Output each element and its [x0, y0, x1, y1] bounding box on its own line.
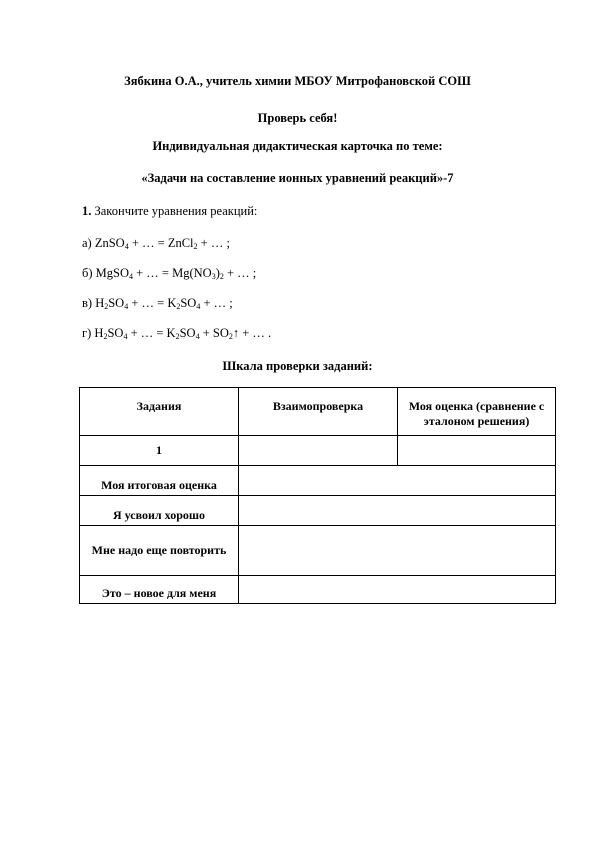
formula-part: SO [179, 326, 196, 340]
formula-part: + … ; [223, 266, 257, 280]
column-header-peer-review: Взаимопроверка [239, 388, 398, 436]
column-header-my-grade: Моя оценка (сравнение с эталоном решения) [398, 388, 556, 436]
subscript: 4 [195, 332, 200, 341]
equation-b [82, 266, 256, 280]
subscript: 4 [196, 302, 201, 311]
formula-part: SO [108, 296, 125, 310]
formula-part: + SO [199, 326, 229, 340]
formula-part: + … = ZnCl [128, 236, 194, 250]
my-grade-cell[interactable] [398, 436, 556, 466]
topic-title: «Задачи на составление ионных уравнений реакций»-7 [141, 171, 454, 185]
formula-part: MgSO [95, 266, 129, 280]
equation-letter: б) [82, 266, 93, 280]
subscript: 2 [175, 332, 180, 341]
peer-review-cell[interactable] [239, 436, 398, 466]
subscript: 2 [176, 302, 181, 311]
subscript: 2 [219, 272, 224, 281]
subscript: 2 [228, 332, 233, 341]
equation-letter: г) [82, 326, 92, 340]
formula-part: ) [215, 266, 220, 280]
table-row-final-grade [80, 466, 556, 496]
row-label-final-grade: Моя итоговая оценка [80, 466, 239, 496]
card-title: Индивидуальная дидактическая карточка по теме: [152, 139, 443, 153]
formula-part: SO [107, 326, 124, 340]
formula-part: H [95, 296, 105, 310]
equation-d [82, 326, 271, 340]
formula-part: SO [180, 296, 197, 310]
author-line: Зябкина О.А., учитель химии МБОУ Митрофановской СОШ [124, 74, 471, 88]
equation-c [82, 296, 233, 310]
need-repeat-cell[interactable] [239, 526, 556, 576]
subscript: 3 [211, 272, 216, 281]
formula-part: + … ; [200, 296, 233, 310]
equation-letter: а) [82, 236, 92, 250]
column-header-tasks: Задания [80, 388, 239, 436]
task-number: 1. [82, 204, 92, 218]
table-row-learned-well [80, 496, 556, 526]
new-for-me-cell[interactable] [239, 576, 556, 604]
subscript: 2 [193, 242, 198, 251]
formula-part: + … = K [128, 296, 177, 310]
table-row-new-for-me [80, 576, 556, 604]
subscript: 4 [124, 242, 129, 251]
table-row-task [80, 436, 556, 466]
equation-letter: в) [82, 296, 93, 310]
formula-part: + … ; [197, 236, 230, 250]
table-header-row [80, 388, 556, 436]
formula-part: + … = Mg(NO [133, 266, 212, 280]
formula-part: + … = K [127, 326, 176, 340]
subscript: 2 [104, 302, 109, 311]
subscript: 2 [103, 332, 108, 341]
equation-a [82, 236, 230, 250]
final-grade-cell[interactable] [239, 466, 556, 496]
table-row-need-repeat [80, 526, 556, 576]
formula-part: ↑ + … . [232, 326, 272, 340]
learned-well-cell[interactable] [239, 496, 556, 526]
scale-title: Шкала проверки заданий: [222, 359, 373, 373]
check-yourself-heading: Проверь себя! [257, 111, 338, 125]
row-label-learned-well: Я усвоил хорошо [80, 496, 239, 526]
task-number-cell: 1 [80, 436, 239, 466]
formula-part: H [94, 326, 104, 340]
row-label-need-repeat: Мне надо еще повторить [80, 526, 239, 576]
subscript: 4 [123, 332, 128, 341]
task-instruction [82, 204, 257, 218]
row-label-new-for-me: Это – новое для меня [80, 576, 239, 604]
subscript: 4 [129, 272, 133, 281]
task-instruction-text: Закончите уравнения реакций: [94, 204, 258, 218]
formula-part: ZnSO [94, 236, 125, 250]
assessment-table [79, 387, 556, 604]
subscript: 4 [124, 302, 129, 311]
